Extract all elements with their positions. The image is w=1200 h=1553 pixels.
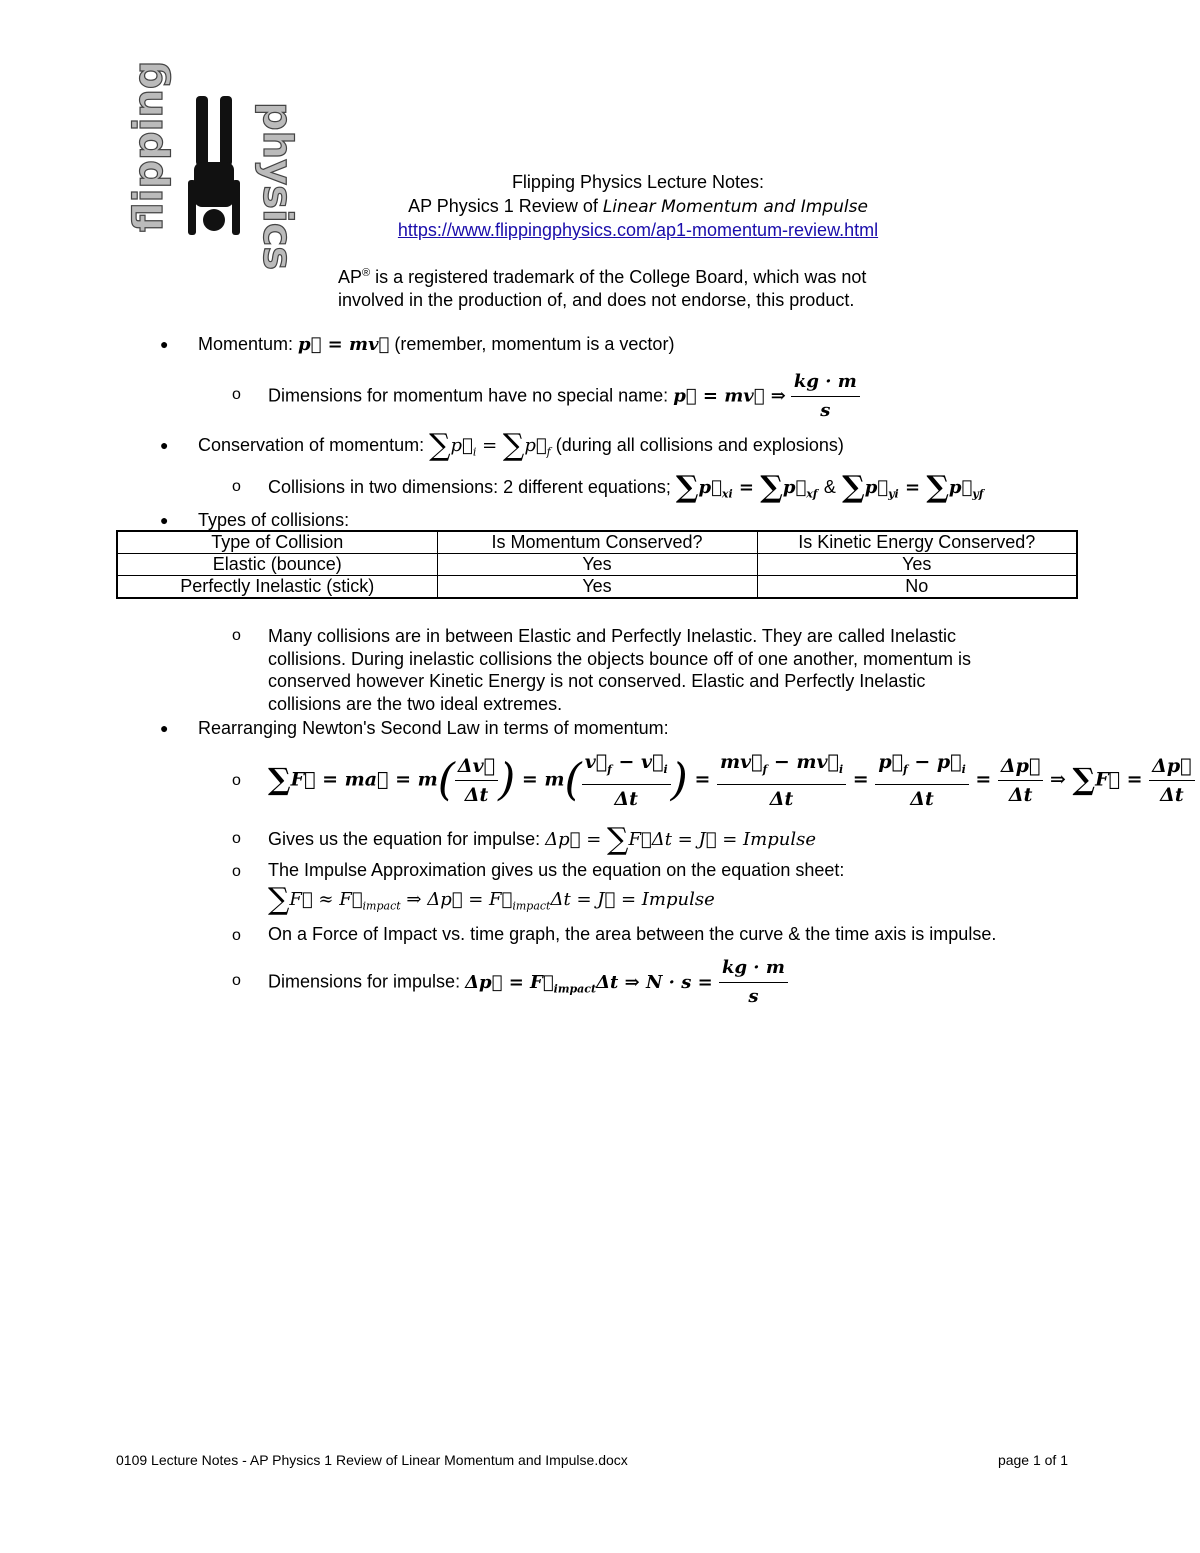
area-line: On a Force of Impact vs. time graph, the area between the curve & the time axis is impulse. (268, 924, 997, 944)
collision-types-table (116, 530, 1078, 599)
inelastic-paragraph: Many collisions are in between Elastic and Perfectly Inelastic. They are called Inelastic collisions. During inelastic collisions the objects bounce off of one another, momentum is conserved however Kinetic Energy is not conserved. Elastic and Perfectly Inelastic collisions are the two ideal extremes. (268, 626, 972, 714)
review-link[interactable]: https://www.flippingphysics.com/ap1-momentum-review.html (397, 220, 879, 240)
bullet-icon: ● (160, 336, 169, 352)
trademark-disclaimer: AP® is a registered trademark of the College Board, which was not involved in the production of, and does not endorse, this product. (338, 267, 867, 310)
page-subtitle: AP Physics 1 Review of Linear Momentum and Impulse (408, 196, 868, 217)
conservation-line: Conservation of momentum: $\sum p⃗_i$ = $\sum p⃗_f$ (during all collisions and explosions) (198, 428, 844, 463)
conservation-equation: $\sum p⃗_i$ = $\sum p⃗_f$ (429, 428, 551, 463)
table-row (117, 554, 1077, 576)
sub-bullet-icon: o (232, 386, 241, 403)
table-cell: Yes (437, 576, 757, 599)
page-title: Flipping Physics Lecture Notes: (511, 172, 765, 192)
svg-text:physics: physics (254, 102, 300, 271)
sub-bullet-icon: o (232, 627, 241, 644)
newton-derivation-equation: ∑F⃗ = ma⃗ = m( $\frac{\Delta v⃗}{\Delta t}$ ) = m( $\frac{v⃗_f - v⃗_i}{\Delta t}$ ) = $\frac{mv⃗_f - mv⃗_i}{\Delta t}$ = $\frac{p⃗_f - p⃗_i}{\Delta t}$ = $\frac{\Delta p⃗}{\Delta t}$ ⇒ ∑F⃗ = $\frac{\Delta p⃗}{\Delta t}$ (268, 748, 1195, 813)
momentum-equation: p⃗ = mv⃗ (298, 334, 390, 355)
table-header-cell: Is Momentum Conserved? (437, 531, 757, 554)
bullet-icon: ● (160, 720, 169, 736)
impulse-approximation-equation: ∑F⃗ ≈ $F⃗_{impact}$ ⇒ Δp⃗ = $F⃗_{impact}\Delta t$ = J⃗ = Impulse (268, 882, 715, 917)
footer-page-number: page 1 of 1 (997, 1452, 1068, 1468)
sub-bullet-icon: o (232, 830, 241, 847)
bullet-icon: ● (160, 512, 169, 528)
impulse-dims-equation: Δp⃗ = $F⃗_{impact}\Delta t$ ⇒ N · s = $\frac{kg \cdot m}{s}$ (465, 972, 788, 993)
approx-label: The Impulse Approximation gives us the equation on the equation sheet: (268, 860, 845, 880)
table-cell: Elastic (bounce) (117, 554, 437, 576)
newton-label: Rearranging Newton's Second Law in terms of momentum: (198, 718, 669, 738)
page-link-row (300, 218, 976, 242)
momentum-line: Momentum: p⃗ = mv⃗ (remember, momentum is a vector) (198, 334, 675, 355)
sub-bullet-icon: o (232, 972, 241, 989)
kgm-per-s-fraction: $\frac{kg \cdot m}{s}$ (791, 368, 860, 425)
impulse-line: Gives us the equation for impulse: Δp⃗ = ∑F⃗Δt = J⃗ = Impulse (268, 822, 816, 857)
table-row (117, 576, 1077, 599)
table-header-cell: Is Kinetic Energy Conserved? (757, 531, 1077, 554)
momentum-dims-line: Dimensions for momentum have no special name: p⃗ = mv⃗ ⇒ $\frac{kg \cdot m}{s}$ (268, 368, 860, 425)
two-dimension-equation: $\sum p⃗_{xi}$ = $\sum p⃗_{xf}$ & $\sum p⃗_{yi}$ = $\sum p⃗_{yf}$ (675, 470, 984, 505)
table-cell: Perfectly Inelastic (stick) (117, 576, 437, 599)
impulse-dims-line: Dimensions for impulse: Δp⃗ = $F⃗_{impact}\Delta t$ ⇒ N · s = $\frac{kg \cdot m}{s}$ (268, 954, 788, 1011)
flipping-physics-logo (126, 60, 300, 271)
table-header-cell: Type of Collision (117, 531, 437, 554)
table-cell: No (757, 576, 1077, 599)
sub-bullet-icon: o (232, 772, 241, 789)
table-cell: Yes (757, 554, 1077, 576)
table-cell: Yes (437, 554, 757, 576)
svg-text:flipping: flipping (126, 60, 172, 232)
sub-bullet-icon: o (232, 927, 241, 944)
sub-bullet-icon: o (232, 863, 241, 880)
types-label: Types of collisions: (198, 510, 350, 530)
impulse-equation: Δp⃗ = ∑F⃗Δt = J⃗ = Impulse (545, 822, 816, 857)
bullet-icon: ● (160, 437, 169, 453)
table-header-row (117, 531, 1077, 554)
footer-filename: 0109 Lecture Notes - AP Physics 1 Review of Linear Momentum and Impulse.docx (116, 1452, 628, 1468)
two-dimension-line: Collisions in two dimensions: 2 different equations; $\sum p⃗_{xi}$ = $\sum p⃗_{xf}$ & $\sum p⃗_{yi}$ = $\sum p⃗_{yf}$ (268, 470, 984, 505)
sub-bullet-icon: o (232, 478, 241, 495)
